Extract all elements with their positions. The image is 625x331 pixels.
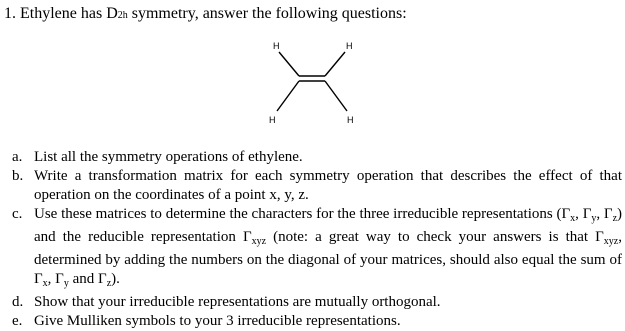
part-c-text-2: , [575, 206, 583, 222]
gamma-subscript-y: y [63, 278, 69, 289]
gamma-symbol: Γ [242, 229, 252, 245]
bond-h1-c1 [279, 52, 299, 76]
bond-h4-c2 [325, 81, 347, 111]
gamma-symbol: Γ [34, 271, 43, 287]
part-c-text-9: ). [111, 271, 120, 287]
gamma-symbol: Γ [595, 229, 604, 245]
gamma-subscript-xyz: xyz [603, 236, 619, 247]
heading-suffix: symmetry, answer the following questions: [127, 5, 407, 22]
part-c-marker: c. [12, 206, 23, 222]
part-c-text-3: , [596, 206, 604, 222]
bond-h3-c1 [277, 81, 299, 111]
gamma-symbol: Γ [603, 206, 613, 222]
part-e-marker: e. [12, 313, 23, 329]
bond-h2-c2 [325, 52, 345, 76]
part-c-text-7: , [47, 271, 56, 287]
gamma-subscript-z: z [612, 213, 618, 224]
heading-prefix: 1. Ethylene has D [4, 5, 118, 22]
ethylene-structure-diagram [258, 38, 368, 130]
part-b-text: Write a transformation matrix for each symmetry operation that describes the effect of that operation on the coordinates of a point x, y, z. [34, 168, 622, 203]
gamma-subscript-z: z [106, 278, 112, 289]
part-e [12, 312, 622, 331]
gamma-subscript-xyz: xyz [251, 236, 267, 247]
atom-h-bottom-left: H [269, 115, 276, 125]
atom-h-top-left: H [273, 41, 280, 51]
part-d-marker: d. [12, 294, 24, 310]
part-c-text-4: ) and the reducible representation [34, 206, 623, 245]
part-a [12, 148, 622, 167]
gamma-symbol: Γ [55, 271, 64, 287]
part-c-text-5: (note: a great way to check your answers is that [266, 229, 596, 245]
part-a-text: List all the symmetry operations of ethylene. [34, 149, 303, 165]
gamma-subscript-y: y [591, 213, 597, 224]
part-e-text: Give Mulliken symbols to your 3 irreducible representations. [34, 313, 401, 329]
question-parts-list [12, 148, 622, 331]
gamma-symbol: Γ [98, 271, 107, 287]
gamma-subscript-x: x [570, 213, 576, 224]
atom-h-bottom-right: H [347, 115, 354, 125]
part-a-marker: a. [12, 149, 23, 165]
part-d-text: Show that your irreducible representations are mutually orthogonal. [34, 294, 441, 310]
question-heading [4, 4, 407, 26]
gamma-symbol: Γ [582, 206, 592, 222]
part-c-text-1: Use these matrices to determine the characters for the three irreducible representations ( [34, 206, 562, 222]
part-b-marker: b. [12, 168, 24, 184]
point-group-subscript: 2h [117, 10, 128, 21]
part-d [12, 293, 622, 312]
part-c-text-8: and [68, 271, 99, 287]
part-c [12, 205, 622, 293]
gamma-subscript-x: x [42, 278, 48, 289]
atom-h-top-right: H [346, 41, 353, 51]
gamma-symbol: Γ [561, 206, 571, 222]
part-c-text-6: , determined by adding the numbers on the diagonal of your matrices, should also equal the sum of [34, 229, 622, 268]
part-b [12, 167, 622, 205]
